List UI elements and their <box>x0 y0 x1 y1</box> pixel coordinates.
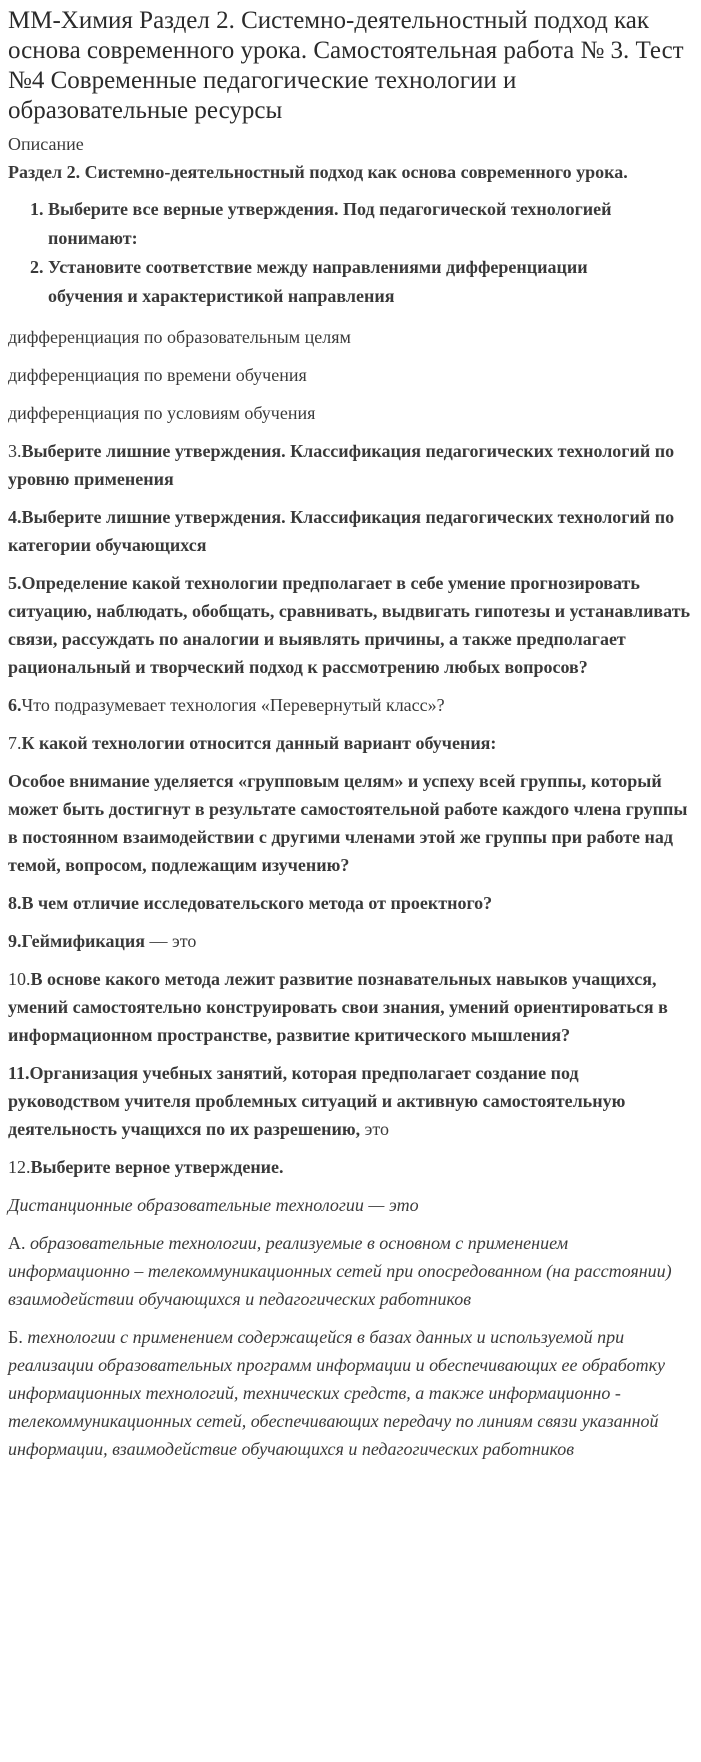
option-b-text: технологии с применением содержащейся в базах данных и используемой при реализации образовательных программ информации и обеспечивающих ее обработку информационных технологий, технических средств, а также информационно - телекоммуникационных сетей, обеспечивающих передачу по линиям связи указанной информации, взаимодействие обучающихся и педагогических работников <box>8 1327 666 1459</box>
question-6-number: 6. <box>8 695 22 715</box>
question-8 <box>8 889 693 917</box>
question-10-number: 10. <box>8 969 31 989</box>
differentiation-item-goals: дифференциация по образовательным целям <box>8 327 351 347</box>
differentiation-item-time: дифференциация по времени обучения <box>8 365 307 385</box>
differentiation-item-conditions: дифференциация по условиям обучения <box>8 403 316 423</box>
question-3 <box>8 437 693 493</box>
question-12-option-a <box>8 1229 693 1313</box>
question-9-text: Геймификация <box>21 931 145 951</box>
question-7-text: К какой технологии относится данный вариант обучения: <box>21 733 497 753</box>
question-1: 1. Выберите все верные утверждения. Под педагогической технологией понимают: <box>48 195 693 253</box>
question-5-number: 5. <box>8 573 22 593</box>
question-5 <box>8 569 693 681</box>
question-6 <box>8 691 693 719</box>
question-4 <box>8 503 693 559</box>
question-7 <box>8 729 693 757</box>
question-10-text: В основе какого метода лежит развитие познавательных навыков учащихся, умений самостоятельно конструировать свои знания, умений ориентироваться в информационном пространстве, развитие критического мышления? <box>8 969 668 1045</box>
page-title: ММ-Химия Раздел 2. Системно-деятельностный подход как основа современного урока. Самостоятельная работа № 3. Тест №4 Современные педагогические технологии и образовательные ресурсы <box>8 7 684 124</box>
question-12-text: Выберите верное утверждение. <box>30 1157 284 1177</box>
question-7-detail <box>8 767 693 879</box>
question-2: 2. Установите соответствие между направлениями дифференциации обучения и характеристикой направления <box>48 253 693 311</box>
question-4-number: 4. <box>8 507 22 527</box>
question-5-text: Определение какой технологии предполагает в себе умение прогнозировать ситуацию, наблюдать, обобщать, сравнивать, выдвигать гипотезы и устанавливать связи, рассуждать по аналогии и выявлять причины, а также предполагает рациональный и творческий подход к рассмотрению любых вопросов? <box>8 573 691 677</box>
question-8-number: 8. <box>8 893 22 913</box>
option-b-letter: Б. <box>8 1327 23 1347</box>
option-a-text: образовательные технологии, реализуемые в основном с применением информационно – телекоммуникационных сетей при опосредованном (на расстоянии) взаимодействии обучающихся и педагогических работников <box>8 1233 672 1309</box>
question-8-text: В чем отличие исследовательского метода от проектного? <box>21 893 493 913</box>
option-a-letter: А. <box>8 1233 26 1253</box>
question-4-text: Выберите лишние утверждения. Классификация педагогических технологий по категории обучающихся <box>8 507 675 555</box>
question-10 <box>8 965 693 1049</box>
question-list <box>8 195 693 311</box>
question-3-number: 3. <box>8 441 22 461</box>
question-7-detail-text: Особое внимание уделяется «групповым целям» и успеху всей группы, который может быть достигнут в результате самостоятельной работе каждого члена группы в постоянном взаимодействии с другими членами этой же группы при работе над темой, вопросом, подлежащим изучению? <box>8 771 688 875</box>
description-label: Описание <box>8 134 84 154</box>
question-12 <box>8 1153 693 1181</box>
section-title: Раздел 2. Системно-деятельностный подход как основа современного урока. <box>8 162 628 182</box>
question-3-text: Выберите лишние утверждения. Классификация педагогических технологий по уровню применения <box>8 441 675 489</box>
question-12-number: 12. <box>8 1157 31 1177</box>
question-12-option-b <box>8 1323 693 1463</box>
question-11-text: Организация учебных занятий, которая предполагает создание под руководством учителя проблемных ситуаций и активную самостоятельную деятельность учащихся по их разрешению, <box>8 1063 626 1139</box>
question-9-suffix: — это <box>144 931 197 951</box>
question-11-number: 11. <box>8 1063 30 1083</box>
question-7-number: 7. <box>8 733 22 753</box>
question-9-number: 9. <box>8 931 22 951</box>
question-6-text: Что подразумевает технология «Перевернутый класс»? <box>21 695 445 715</box>
question-12-statement: Дистанционные образовательные технологии — это <box>8 1195 419 1215</box>
question-9 <box>8 927 693 955</box>
question-11 <box>8 1059 693 1143</box>
question-11-suffix: это <box>360 1119 389 1139</box>
